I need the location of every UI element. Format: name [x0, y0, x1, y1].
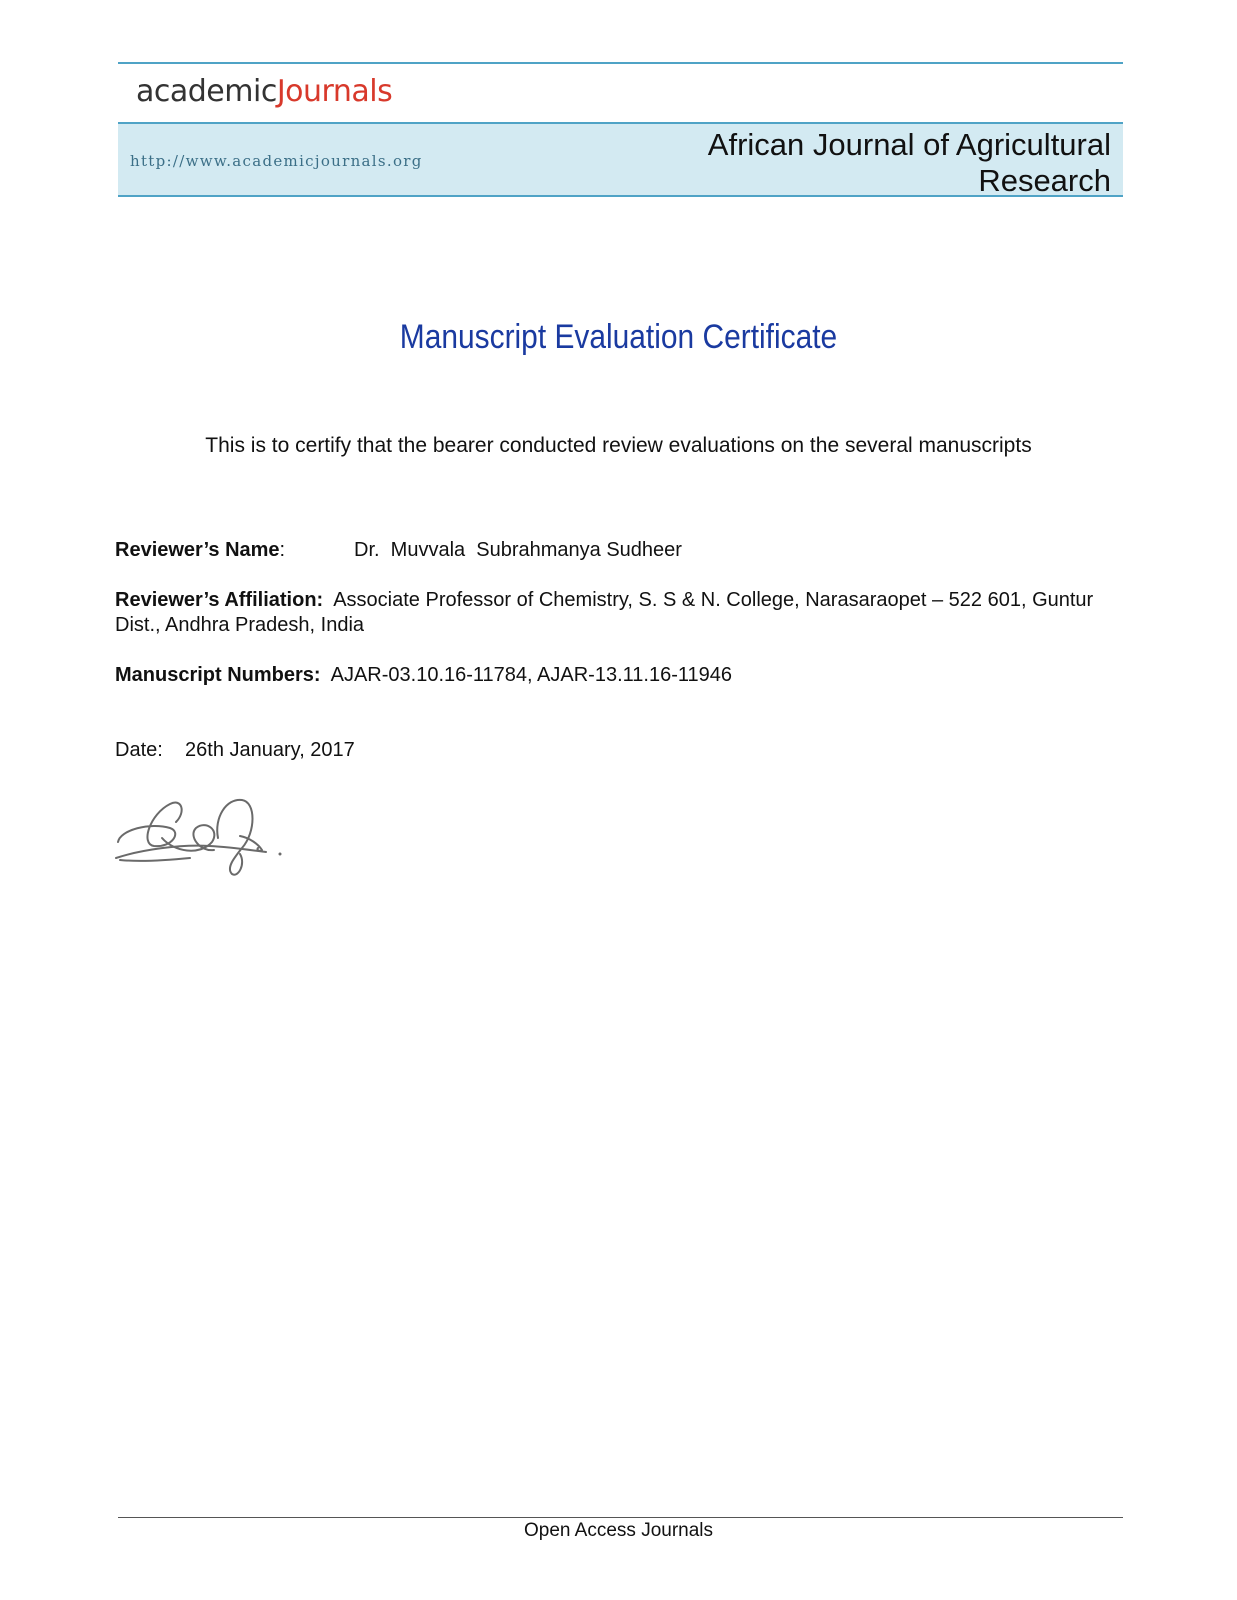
reviewer-signature: [110, 792, 290, 878]
header-top-rule: [118, 62, 1123, 64]
reviewer-name-label: Reviewer’s Name: [115, 539, 280, 561]
logo-text-academic: academic: [136, 74, 277, 109]
date-row: [115, 738, 1125, 763]
journal-title-line-1: African Journal of Agricultural: [707, 127, 1111, 162]
reviewer-affiliation-row: [115, 588, 1125, 638]
manuscript-numbers-value: AJAR-03.10.16-11784, AJAR-13.11.16-11946: [330, 664, 732, 686]
header-band: [118, 122, 1123, 197]
journal-title-line-2: Research: [978, 163, 1111, 198]
reviewer-name-value: Dr. Muvvala Subrahmanya Sudheer: [354, 539, 682, 561]
reviewer-name-colon: :: [279, 539, 286, 561]
journal-url-link[interactable]: http://www.academicjournals.org: [130, 152, 423, 170]
date-label: Date:: [115, 739, 163, 761]
footer-text: Open Access Journals: [523, 1520, 714, 1541]
logo-text-journals: Journals: [276, 74, 393, 109]
journal-title: [591, 127, 1111, 199]
reviewer-affiliation-label: Reviewer’s Affiliation:: [115, 589, 324, 611]
footer-rule: [118, 1517, 1123, 1518]
reviewer-name-row: [115, 538, 1125, 563]
certificate-title: Manuscript Evaluation Certificate: [399, 318, 838, 356]
manuscript-numbers-row: [115, 663, 1125, 688]
date-value: 26th January, 2017: [185, 739, 355, 761]
certification-statement: This is to certify that the bearer conducted review evaluations on the several manuscripts: [205, 434, 1032, 457]
reviewer-affiliation-value: Associate Professor of Chemistry, S. S & N. College, Narasaraopet – 522 601, Guntur Dist., Andhra Pradesh, India: [115, 589, 1094, 636]
academic-journals-logo: [136, 72, 392, 112]
manuscript-numbers-label: Manuscript Numbers:: [115, 664, 321, 686]
